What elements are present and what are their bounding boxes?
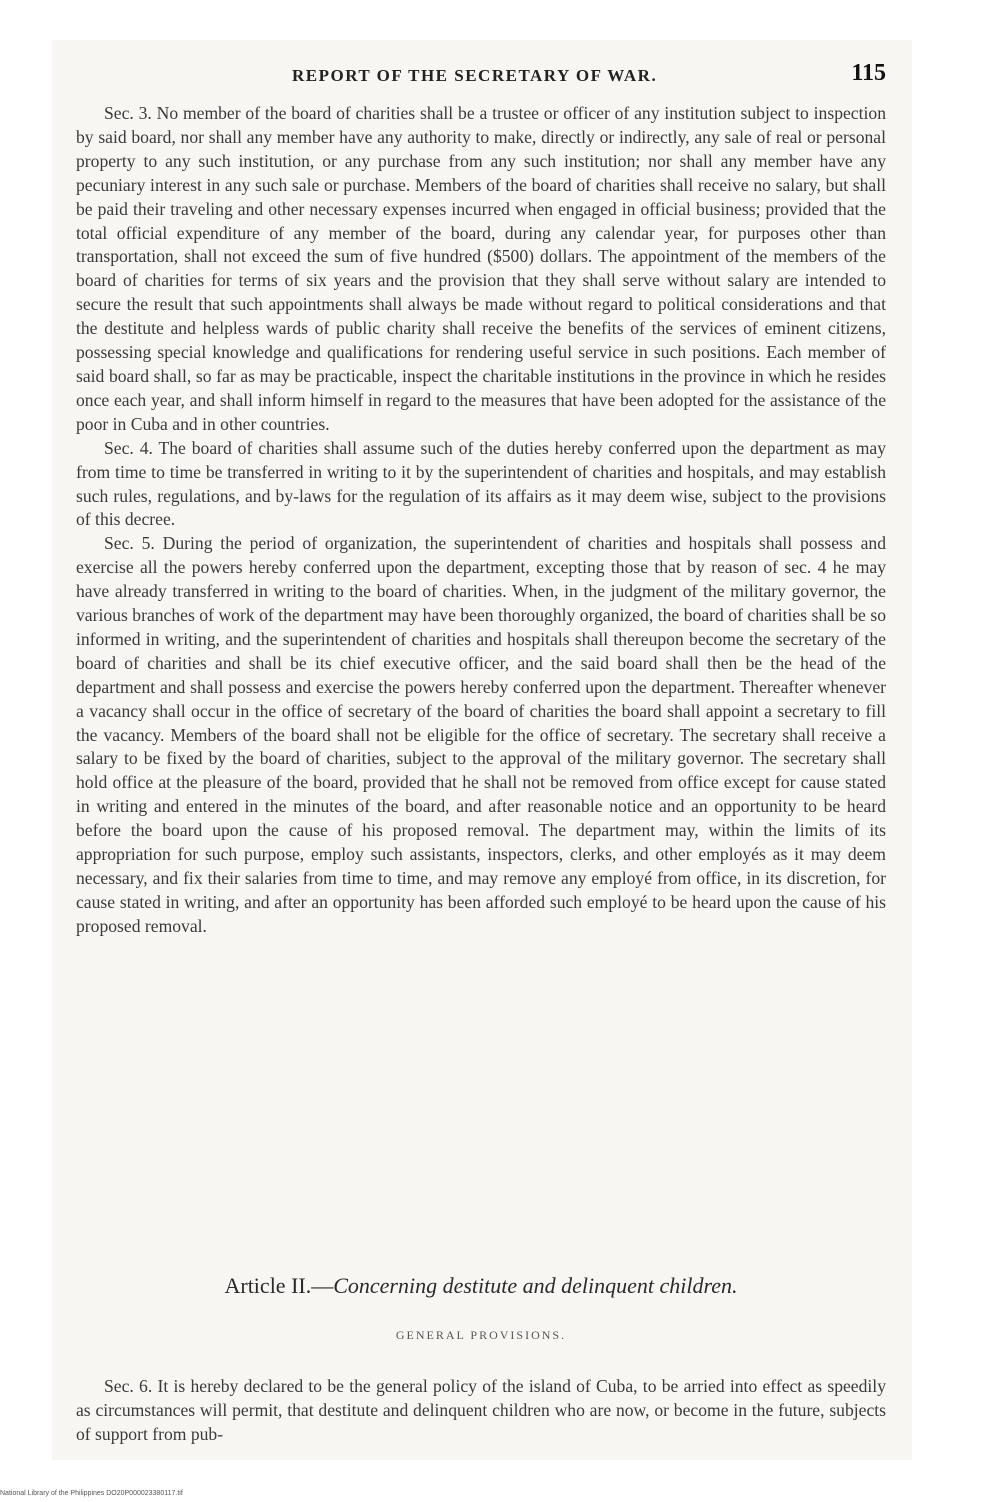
article-heading <box>76 1273 886 1299</box>
section-6-paragraph: Sec. 6. It is hereby declared to be the general policy of the island of Cuba, to be arried into effect as speedily as circumstances will permit, that destitute and delinquent children who are now, or become in the future, subjects of support from pub- <box>76 1375 886 1444</box>
document-page <box>52 40 912 1460</box>
section-5-paragraph: Sec. 5. During the period of organization, the superintendent of charities and hospitals shall possess and exercise all the powers hereby conferred upon the department, excepting those that by reason of sec. 4 he may have already transferred in writing to the board of charities. When, in the judgment of the military governor, the various branches of work of the department may have been thoroughly organized, the board of charities shall be so informed in writing, and the superintendent of charities and hospitals shall thereupon become the secretary of the board of charities and shall be its chief executive officer, and the said board shall then be the head of the department and shall possess and exercise the powers hereby conferred upon the department. Thereafter whenever a vacancy shall occur in the office of secretary of the board of charities the board shall appoint a secretary to fill the vacancy. Members of the board shall not be eligible for the office of secretary. The secretary shall receive a salary to be fixed by the board of charities, subject to the approval of the military governor. The secretary shall hold office at the pleasure of the board, provided that he shall not be removed from office except for cause stated in writing and entered in the minutes of the board, and after reasonable notice and an opportunity to be heard before the board upon the cause of his proposed removal. The department may, within the limits of its appropriation for such purpose, employ such assistants, inspectors, clerks, and other employés as it may deem necessary, and fix their salaries from time to time, and may remove any employé from office, in its discretion, for cause stated in writing, and after an opportunity has been afforded such employé to be heard upon the cause of his proposed removal. <box>76 533 886 936</box>
scan-credit: National Library of the Philippines DO20P000023380117.tif <box>0 1490 183 1497</box>
article-subtitle: Concerning destitute and delinquent children. <box>333 1273 738 1298</box>
running-title: REPORT OF THE SECRETARY OF WAR. <box>292 66 658 85</box>
page-number: 115 <box>851 60 886 86</box>
section-3-paragraph: Sec. 3. No member of the board of charities shall be a trustee or officer of any institution subject to inspection by said board, nor shall any member have any authority to make, directly or indirectly, any sale of real or personal property to any such institution, or any purchase from any such institution; nor shall any member have any pecuniary interest in any such sale or purchase. Members of the board of charities shall receive no salary, but shall be paid their traveling and other necessary expenses incurred when engaged in official business; provided that the total official expenditure of any member of the board, during any calendar year, for purposes other than transportation, shall not exceed the sum of five hundred ($500) dollars. The appointment of the members of the board of charities for terms of six years and the provision that they shall serve without salary are intended to secure the result that such appointments shall always be made without regard to political considerations and that the destitute and helpless wards of public charity shall receive the benefits of the services of eminent citizens, possessing special knowledge and qualifications for rendering useful service in such positions. Each member of said board shall, so far as may be practicable, inspect the charitable institutions in the province in which he resides once each year, and shall inform himself in regard to the measures that have been adopted for the assistance of the poor in Cuba and in other countries. <box>76 103 886 434</box>
article-label: Article II.— <box>224 1273 334 1298</box>
body-text <box>76 102 886 939</box>
page-header <box>232 60 912 100</box>
general-provisions-heading: GENERAL PROVISIONS. <box>395 1328 567 1342</box>
section-4-paragraph: Sec. 4. The board of charities shall assume such of the duties hereby conferred upon the department as may from time to time be transferred in writing to it by the superintendent of charities and hospitals, and may establish such rules, regulations, and by-laws for the regulation of its affairs as it may deem wise, subject to the provisions of this decree. <box>76 437 886 530</box>
